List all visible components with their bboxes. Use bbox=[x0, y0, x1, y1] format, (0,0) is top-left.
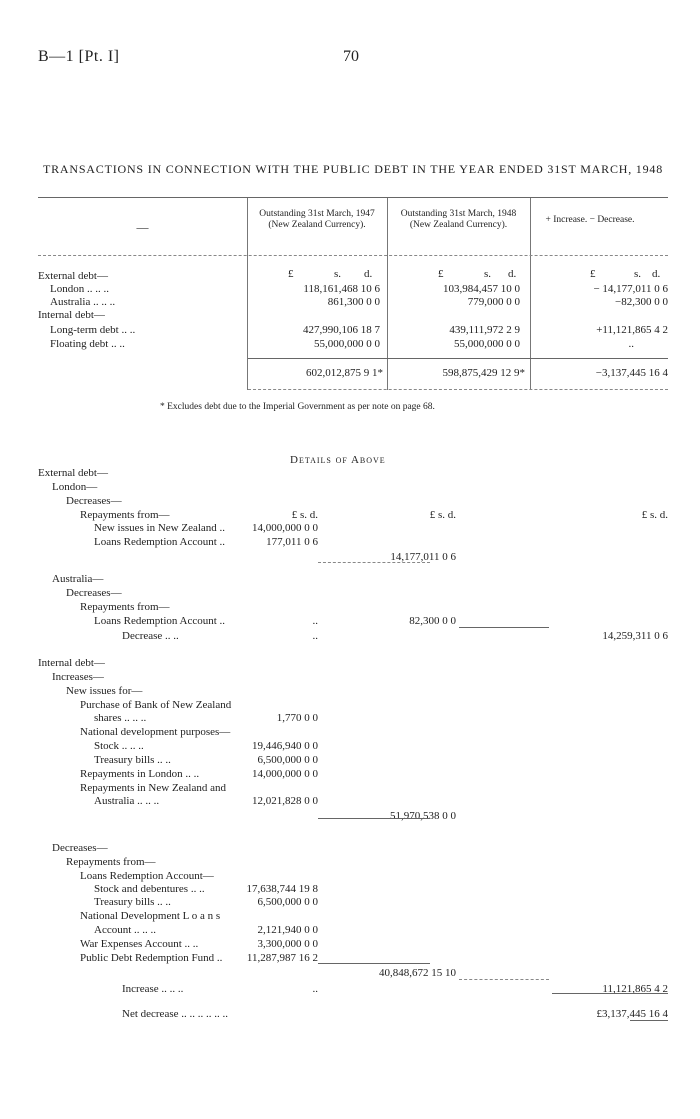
details-label: National Development L o a n s bbox=[80, 910, 221, 922]
details-label: Loans Redemption Account— bbox=[80, 870, 214, 882]
details-amount: 6,500,000 0 0 bbox=[257, 754, 318, 766]
details-label: New issues for— bbox=[66, 685, 143, 697]
details-label: New issues in New Zealand .. bbox=[94, 522, 226, 534]
details-amount: .. bbox=[312, 630, 318, 642]
details-label: Australia— bbox=[52, 573, 104, 585]
row-label: London .. .. .. bbox=[50, 283, 109, 295]
details-amount: 12,021,828 0 0 bbox=[252, 795, 318, 807]
value-1948: 439,111,972 2 9 bbox=[449, 324, 520, 336]
details-label: Net decrease .. .. .. .. .. .. bbox=[122, 1008, 228, 1020]
details-total: 11,121,865 4 2 bbox=[602, 983, 668, 995]
details-amount: 19,446,940 0 0 bbox=[252, 740, 318, 752]
column-header-change: + Increase. − Decrease. bbox=[545, 215, 635, 225]
details-label: Purchase of Bank of New Zealand bbox=[80, 699, 232, 711]
value-1947: 55,000,000 0 0 bbox=[314, 338, 380, 350]
details-label: Decreases— bbox=[66, 495, 122, 507]
details-label: Increases— bbox=[52, 671, 104, 683]
column-divider bbox=[387, 198, 388, 390]
details-label: Loans Redemption Account .. bbox=[94, 615, 226, 627]
details-amount: .. bbox=[312, 615, 318, 627]
details-subtotal: £ s. d. bbox=[429, 509, 456, 521]
table-bottom-rule bbox=[248, 389, 668, 390]
unit-pence: d. bbox=[508, 268, 517, 280]
total-1947: 602,012,875 9 1* bbox=[306, 367, 383, 379]
details-label: External debt— bbox=[38, 467, 108, 479]
unit-shillings: s. bbox=[634, 268, 642, 280]
details-label: Australia .. .. .. bbox=[94, 795, 160, 807]
details-amount: 14,000,000 0 0 bbox=[252, 768, 318, 780]
details-label: War Expenses Account .. .. bbox=[80, 938, 199, 950]
total-rule bbox=[248, 358, 668, 359]
row-label: Floating debt .. .. bbox=[50, 338, 125, 350]
footnote: * Excludes debt due to the Imperial Government as per note on page 68. bbox=[160, 402, 435, 412]
details-subtotal: 51,970,538 0 0 bbox=[390, 810, 456, 822]
details-label: Stock and debentures .. .. bbox=[94, 883, 205, 895]
details-label: Public Debt Redemption Fund .. bbox=[80, 952, 223, 964]
row-label: Long-term debt .. .. bbox=[50, 324, 136, 336]
details-amount: £ s. d. bbox=[291, 509, 318, 521]
details-amount: 14,000,000 0 0 bbox=[252, 522, 318, 534]
details-label: Repayments from— bbox=[66, 856, 156, 868]
details-subtotal: 14,177,011 0 6 bbox=[390, 551, 456, 563]
details-label: Repayments from— bbox=[80, 509, 170, 521]
details-amount: 11,287,987 16 2 bbox=[246, 952, 318, 964]
details-label: National development purposes— bbox=[80, 726, 231, 738]
details-label: Decreases— bbox=[52, 842, 108, 854]
details-label: Repayments from— bbox=[80, 601, 170, 613]
details-rule bbox=[318, 562, 430, 563]
column-divider bbox=[530, 198, 531, 390]
total-1948: 598,875,429 12 9* bbox=[442, 367, 525, 379]
details-label: Treasury bills .. .. bbox=[94, 754, 171, 766]
row-label: Internal debt— bbox=[38, 309, 105, 321]
unit-shillings: s. bbox=[484, 268, 492, 280]
details-label: Treasury bills .. .. bbox=[94, 896, 171, 908]
details-label: shares .. .. .. bbox=[94, 712, 147, 724]
details-label: Account .. .. .. bbox=[94, 924, 157, 936]
details-label: London— bbox=[52, 481, 98, 493]
header-divider bbox=[38, 255, 668, 256]
value-change: − 14,177,011 0 6 bbox=[593, 283, 668, 295]
unit-pence: d. bbox=[652, 268, 661, 280]
details-amount: 3,300,000 0 0 bbox=[257, 938, 318, 950]
details-subtotal: 40,848,672 15 10 bbox=[379, 967, 456, 979]
details-rule bbox=[318, 963, 430, 964]
table-top-rule bbox=[38, 197, 668, 198]
total-change: −3,137,445 16 4 bbox=[595, 367, 668, 379]
column-header-1948: Outstanding 31st March, 1948 (New Zealand Currency). bbox=[400, 209, 517, 230]
value-1947: 861,300 0 0 bbox=[327, 296, 380, 308]
column-divider bbox=[247, 198, 248, 390]
page-series-label: B—1 [Pt. I] bbox=[38, 48, 120, 65]
details-total: £ s. d. bbox=[641, 509, 668, 521]
value-1948: 103,984,457 10 0 bbox=[443, 283, 520, 295]
details-label: Decrease .. .. bbox=[122, 630, 179, 642]
unit-pound: £ bbox=[438, 268, 444, 280]
details-label: Loans Redemption Account .. bbox=[94, 536, 226, 548]
details-label: Increase .. .. .. bbox=[122, 983, 184, 995]
details-total: 14,259,311 0 6 bbox=[602, 630, 668, 642]
details-rule bbox=[459, 979, 549, 980]
details-label: Stock .. .. .. bbox=[94, 740, 144, 752]
details-amount: 2,121,940 0 0 bbox=[257, 924, 318, 936]
page-title: TRANSACTIONS IN CONNECTION WITH THE PUBLIC DEBT IN THE YEAR ENDED 31ST MARCH, 1948 bbox=[42, 162, 664, 176]
value-change: +11,121,865 4 2 bbox=[596, 324, 668, 336]
details-label: Internal debt— bbox=[38, 657, 105, 669]
details-subtotal: 82,300 0 0 bbox=[409, 615, 456, 627]
column-header-description: — bbox=[136, 220, 149, 234]
unit-pound: £ bbox=[288, 268, 294, 280]
details-amount: .. bbox=[312, 983, 318, 995]
page-number: 70 bbox=[343, 48, 359, 65]
details-label: Repayments in New Zealand and bbox=[80, 782, 227, 794]
details-label: Decreases— bbox=[66, 587, 122, 599]
details-rule bbox=[630, 1020, 668, 1021]
value-1947: 427,990,106 18 7 bbox=[303, 324, 380, 336]
section-title-details: Details of Above bbox=[290, 454, 386, 466]
unit-pound: £ bbox=[590, 268, 596, 280]
value-1947: 118,161,468 10 6 bbox=[303, 283, 380, 295]
details-rule bbox=[318, 818, 430, 819]
unit-shillings: s. bbox=[334, 268, 342, 280]
row-label: Australia .. .. .. bbox=[50, 296, 116, 308]
details-amount: 177,011 0 6 bbox=[266, 536, 318, 548]
details-total: £3,137,445 16 4 bbox=[596, 1008, 668, 1020]
value-1948: 55,000,000 0 0 bbox=[454, 338, 520, 350]
unit-pence: d. bbox=[364, 268, 373, 280]
column-header-1947: Outstanding 31st March, 1947 (New Zealand Currency). bbox=[259, 209, 375, 230]
details-amount: 17,638,744 19 8 bbox=[246, 883, 318, 895]
row-label: External debt— bbox=[38, 270, 108, 282]
details-rule bbox=[552, 993, 668, 994]
value-change: .. bbox=[628, 338, 634, 350]
details-amount: 1,770 0 0 bbox=[276, 712, 318, 724]
details-rule bbox=[459, 627, 549, 628]
details-amount: 6,500,000 0 0 bbox=[257, 896, 318, 908]
details-label: Repayments in London .. .. bbox=[80, 768, 200, 780]
value-1948: 779,000 0 0 bbox=[467, 296, 520, 308]
value-change: −82,300 0 0 bbox=[615, 296, 668, 308]
